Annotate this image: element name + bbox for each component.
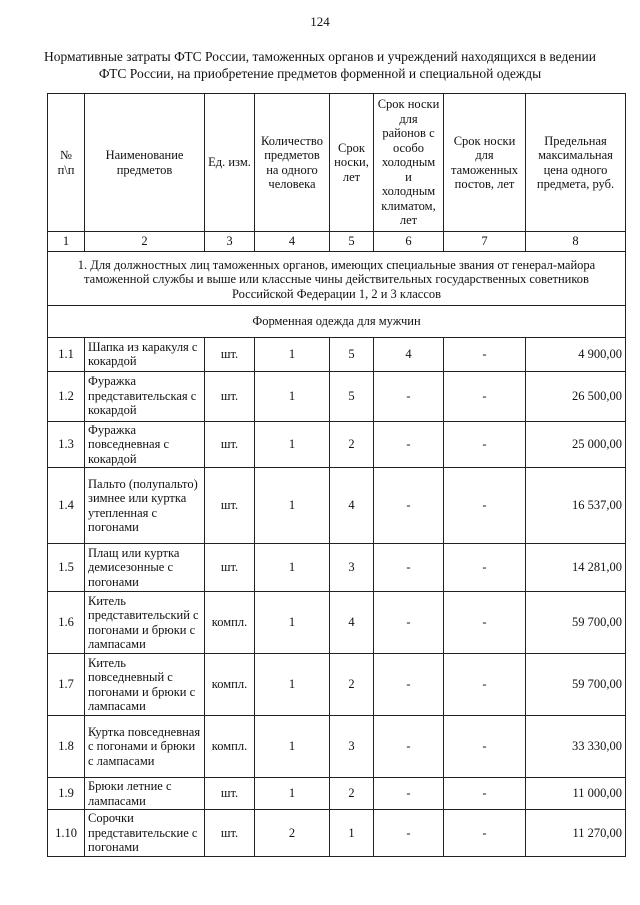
item-price: 25 000,00 bbox=[526, 421, 626, 468]
header-price: Предельная максимальная цена одного предмета, руб. bbox=[526, 94, 626, 232]
item-quantity: 1 bbox=[255, 421, 330, 468]
row-number: 1.8 bbox=[48, 716, 85, 778]
item-unit: шт. bbox=[205, 421, 255, 468]
item-quantity: 1 bbox=[255, 778, 330, 810]
item-price: 14 281,00 bbox=[526, 544, 626, 592]
item-name: Куртка повседневная с погонами и брюки с лампасами bbox=[85, 716, 205, 778]
item-name: Сорочки представительские с погонами bbox=[85, 810, 205, 857]
item-unit: шт. bbox=[205, 778, 255, 810]
item-cold-term: - bbox=[374, 810, 444, 857]
row-number: 1.2 bbox=[48, 371, 85, 421]
column-number: 8 bbox=[526, 232, 626, 252]
item-post-term: - bbox=[444, 468, 526, 544]
item-price: 16 537,00 bbox=[526, 468, 626, 544]
item-price: 33 330,00 bbox=[526, 716, 626, 778]
column-number: 4 bbox=[255, 232, 330, 252]
item-term: 3 bbox=[330, 716, 374, 778]
table-row bbox=[48, 716, 626, 778]
item-post-term: - bbox=[444, 778, 526, 810]
item-post-term: - bbox=[444, 592, 526, 654]
item-name: Фуражка представительская с кокардой bbox=[85, 371, 205, 421]
column-number: 2 bbox=[85, 232, 205, 252]
column-number: 5 bbox=[330, 232, 374, 252]
item-price: 59 700,00 bbox=[526, 654, 626, 716]
item-post-term: - bbox=[444, 421, 526, 468]
column-number-row bbox=[48, 232, 626, 252]
item-name: Китель повседневный с погонами и брюки с лампасами bbox=[85, 654, 205, 716]
row-number: 1.5 bbox=[48, 544, 85, 592]
column-number: 7 bbox=[444, 232, 526, 252]
section-title: 1. Для должностных лиц таможенных органов, имеющих специальные звания от генерал-майора таможенной службы и выше или классные чины действительных государственных советников Российской Федерации 1, 2 и 3 классов bbox=[48, 251, 626, 306]
item-post-term: - bbox=[444, 716, 526, 778]
row-number: 1.7 bbox=[48, 654, 85, 716]
item-term: 1 bbox=[330, 810, 374, 857]
table-row bbox=[48, 778, 626, 810]
row-number: 1.6 bbox=[48, 592, 85, 654]
row-number: 1.1 bbox=[48, 337, 85, 371]
norms-table bbox=[47, 93, 626, 857]
item-cold-term: - bbox=[374, 544, 444, 592]
table-row bbox=[48, 371, 626, 421]
item-post-term: - bbox=[444, 654, 526, 716]
item-price: 26 500,00 bbox=[526, 371, 626, 421]
table-row bbox=[48, 654, 626, 716]
document-title bbox=[40, 48, 600, 82]
item-quantity: 1 bbox=[255, 337, 330, 371]
item-name: Пальто (полупальто) зимнее или куртка утепленная с погонами bbox=[85, 468, 205, 544]
table-row bbox=[48, 337, 626, 371]
item-name: Шапка из каракуля с кокардой bbox=[85, 337, 205, 371]
header-unit: Ед. изм. bbox=[205, 94, 255, 232]
item-term: 4 bbox=[330, 592, 374, 654]
item-unit: компл. bbox=[205, 716, 255, 778]
column-number: 1 bbox=[48, 232, 85, 252]
item-cold-term: - bbox=[374, 716, 444, 778]
header-number: № п\п bbox=[48, 94, 85, 232]
table-row bbox=[48, 421, 626, 468]
item-unit: шт. bbox=[205, 810, 255, 857]
item-unit: компл. bbox=[205, 654, 255, 716]
item-price: 11 270,00 bbox=[526, 810, 626, 857]
header-quantity: Количество предметов на одного человека bbox=[255, 94, 330, 232]
item-post-term: - bbox=[444, 544, 526, 592]
item-quantity: 2 bbox=[255, 810, 330, 857]
item-unit: шт. bbox=[205, 544, 255, 592]
item-unit: шт. bbox=[205, 468, 255, 544]
row-number: 1.9 bbox=[48, 778, 85, 810]
item-quantity: 1 bbox=[255, 716, 330, 778]
item-post-term: - bbox=[444, 337, 526, 371]
header-cold-term: Срок носки для районов с особо холодным и холодным климатом, лет bbox=[374, 94, 444, 232]
item-quantity: 1 bbox=[255, 544, 330, 592]
title-line-2: ФТС России, на приобретение предметов форменной и специальной одежды bbox=[98, 66, 542, 81]
item-term: 2 bbox=[330, 778, 374, 810]
item-post-term: - bbox=[444, 810, 526, 857]
row-number: 1.4 bbox=[48, 468, 85, 544]
item-quantity: 1 bbox=[255, 468, 330, 544]
item-name: Фуражка повседневная с кокардой bbox=[85, 421, 205, 468]
page-number: 124 bbox=[310, 14, 330, 29]
item-name: Брюки летние с лампасами bbox=[85, 778, 205, 810]
column-number: 3 bbox=[205, 232, 255, 252]
item-cold-term: 4 bbox=[374, 337, 444, 371]
item-unit: шт. bbox=[205, 371, 255, 421]
item-term: 5 bbox=[330, 337, 374, 371]
item-term: 2 bbox=[330, 421, 374, 468]
item-term: 2 bbox=[330, 654, 374, 716]
item-term: 3 bbox=[330, 544, 374, 592]
item-cold-term: - bbox=[374, 371, 444, 421]
table-row bbox=[48, 544, 626, 592]
item-cold-term: - bbox=[374, 778, 444, 810]
header-name: Наименование предметов bbox=[85, 94, 205, 232]
item-cold-term: - bbox=[374, 654, 444, 716]
table-row bbox=[48, 468, 626, 544]
item-cold-term: - bbox=[374, 468, 444, 544]
header-post-term: Срок носки для таможенных постов, лет bbox=[444, 94, 526, 232]
item-price: 11 000,00 bbox=[526, 778, 626, 810]
table-row bbox=[48, 592, 626, 654]
item-term: 4 bbox=[330, 468, 374, 544]
row-number: 1.3 bbox=[48, 421, 85, 468]
item-unit: компл. bbox=[205, 592, 255, 654]
item-name: Китель представительский с погонами и брюки с лампасами bbox=[85, 592, 205, 654]
item-cold-term: - bbox=[374, 421, 444, 468]
item-price: 4 900,00 bbox=[526, 337, 626, 371]
item-price: 59 700,00 bbox=[526, 592, 626, 654]
item-cold-term: - bbox=[374, 592, 444, 654]
table-row bbox=[48, 810, 626, 857]
item-unit: шт. bbox=[205, 337, 255, 371]
item-name: Плащ или куртка демисезонные с погонами bbox=[85, 544, 205, 592]
title-line-1: Нормативные затраты ФТС России, таможенных органов и учреждений находящихся в ведении bbox=[44, 49, 596, 64]
header-term: Срок носки, лет bbox=[330, 94, 374, 232]
item-quantity: 1 bbox=[255, 371, 330, 421]
table-header-row bbox=[48, 94, 626, 232]
item-quantity: 1 bbox=[255, 592, 330, 654]
column-number: 6 bbox=[374, 232, 444, 252]
item-quantity: 1 bbox=[255, 654, 330, 716]
row-number: 1.10 bbox=[48, 810, 85, 857]
section-row bbox=[48, 251, 626, 306]
item-term: 5 bbox=[330, 371, 374, 421]
subsection-title: Форменная одежда для мужчин bbox=[48, 306, 626, 338]
item-post-term: - bbox=[444, 371, 526, 421]
subsection-row bbox=[48, 306, 626, 338]
